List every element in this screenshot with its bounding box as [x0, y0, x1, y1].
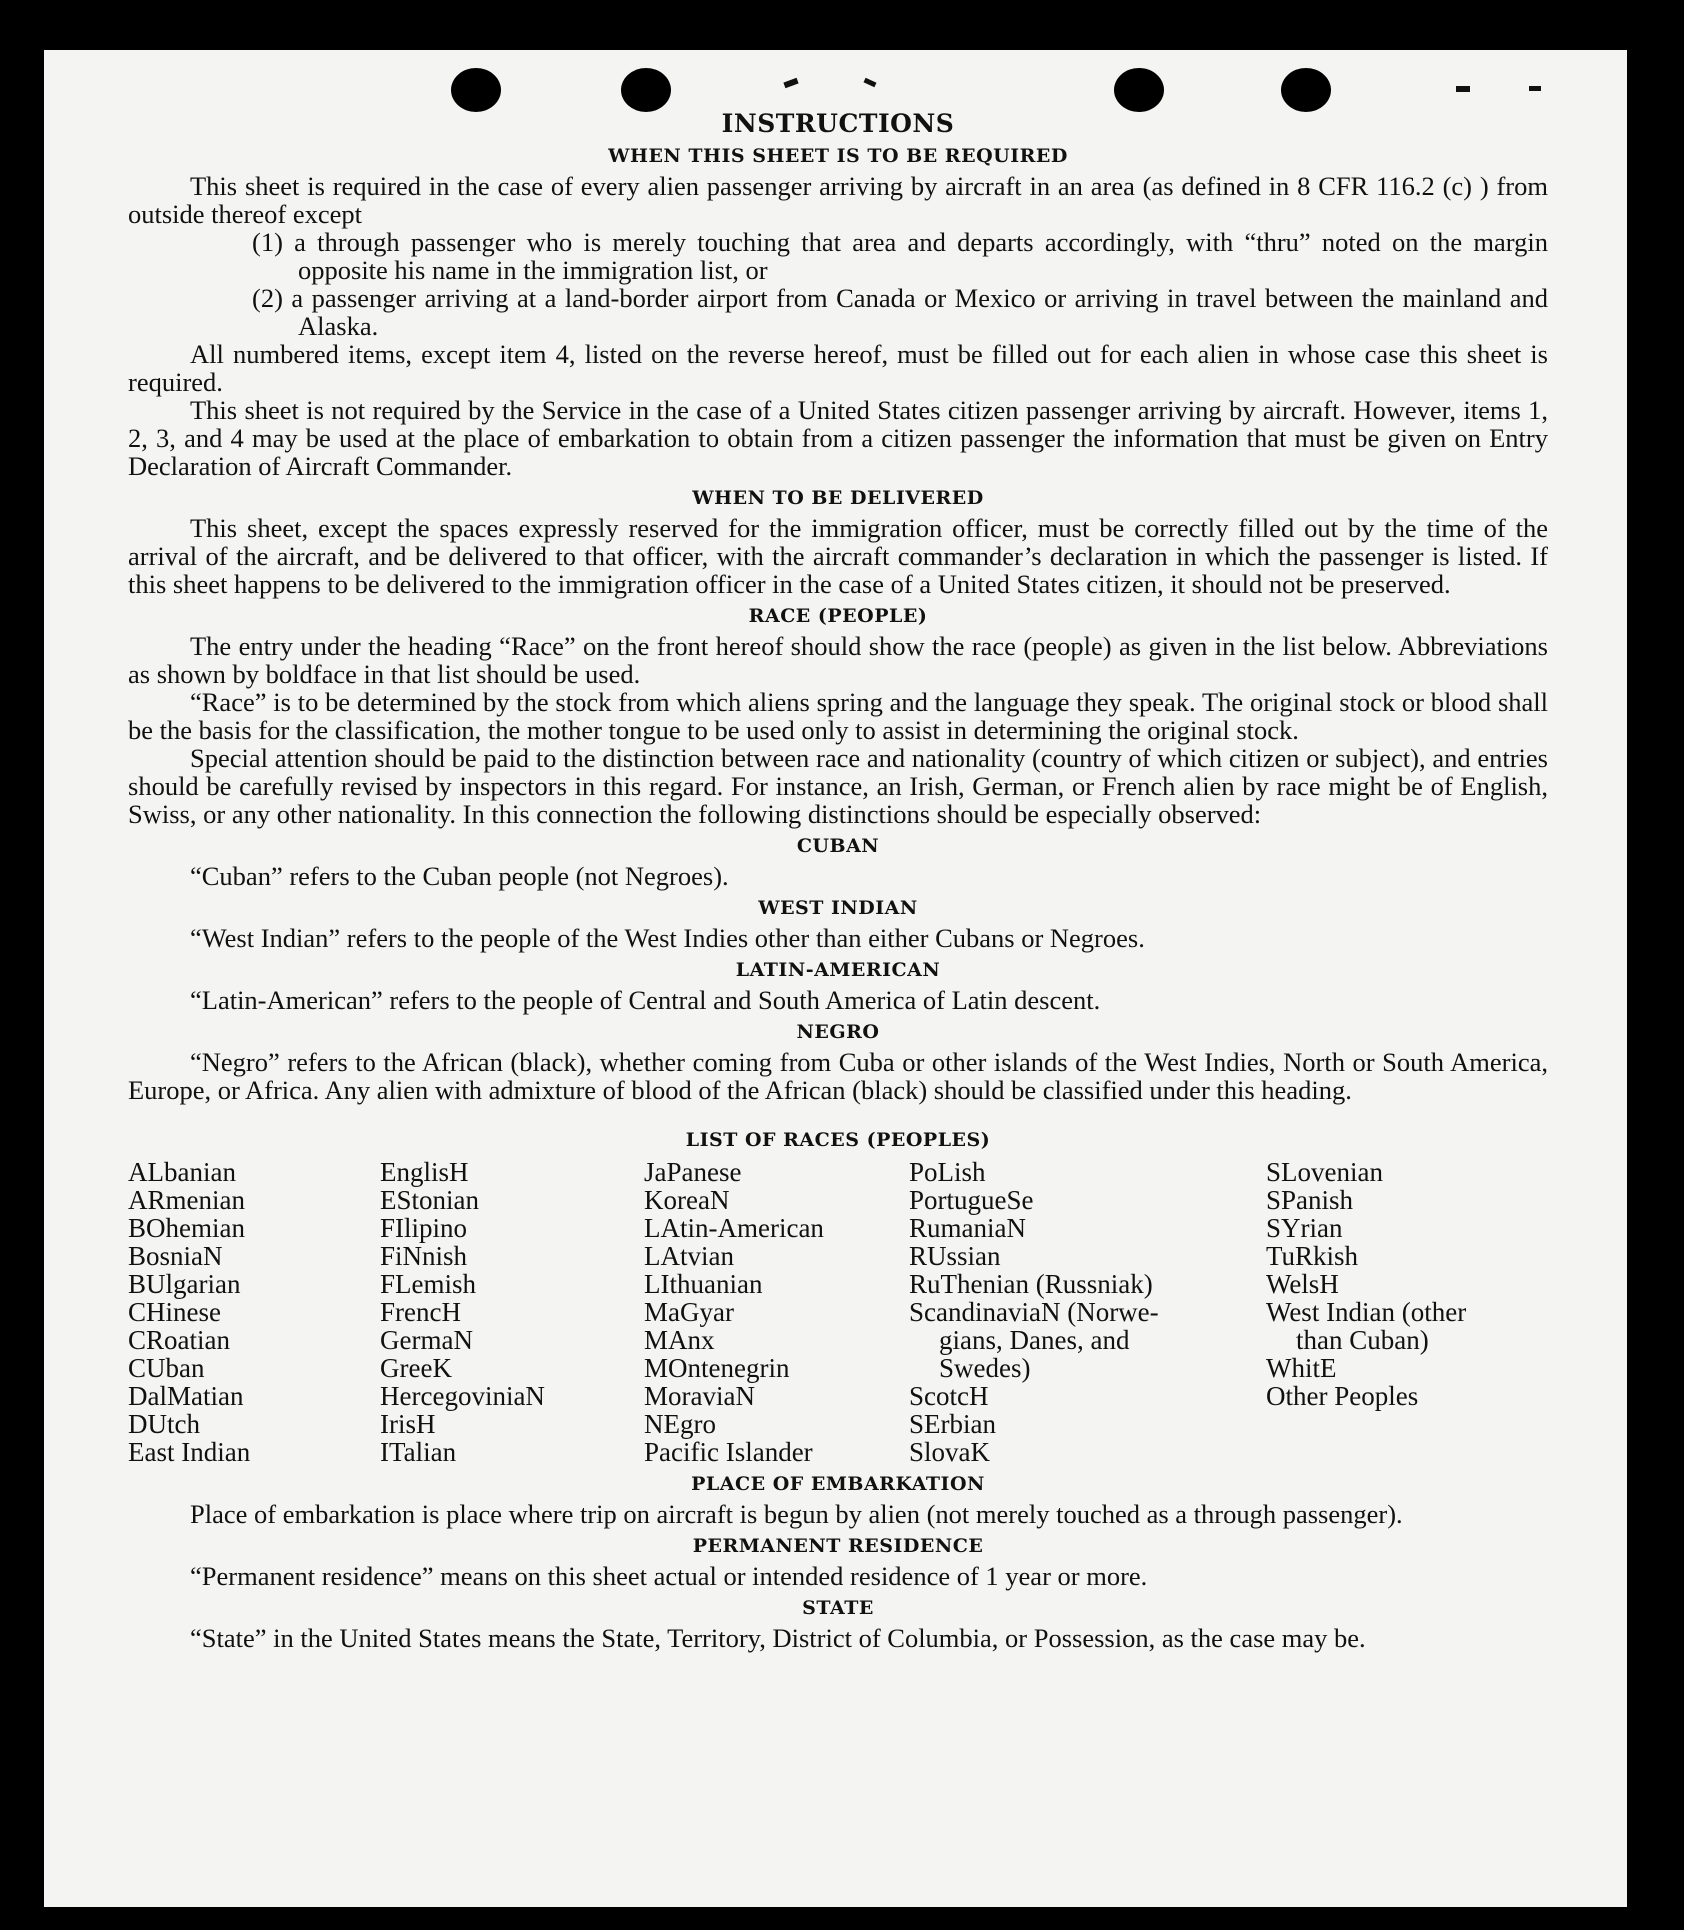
race-item: BUlgarian [128, 1269, 241, 1299]
race-item: HercegoviniaN [380, 1381, 545, 1411]
race-item: Swedes) [939, 1353, 1031, 1383]
races-column [380, 1158, 644, 1466]
paragraph: “State” in the United States means the State, Territory, District of Columbia, or Possession, as the case may be. [190, 1623, 1366, 1653]
punch-hole [451, 68, 501, 112]
race-item: RUssian [909, 1241, 1001, 1271]
section-heading: LATIN-AMERICAN [735, 959, 941, 981]
race-item: CRoatian [128, 1325, 230, 1355]
section-heading: PLACE OF EMBARKATION [691, 1473, 985, 1495]
race-item: SlovaK [909, 1437, 990, 1467]
race-item: BosniaN [128, 1241, 223, 1271]
paragraph: “West Indian” refers to the people of the West Indies other than either Cubans or Negroes. [190, 923, 1145, 953]
section-heading: PERMANENT RESIDENCE [692, 1535, 984, 1557]
race-item: Other Peoples [1266, 1381, 1419, 1411]
paragraph: “Latin-American” refers to the people of Central and South America of Latin descent. [190, 985, 1101, 1015]
paragraph: This sheet is required in the case of every alien passenger arriving by aircraft in an area (as defined in 8 CFR 116.2 (c) ) from outside thereof except [128, 171, 1548, 229]
race-item: EStonian [380, 1185, 479, 1215]
race-item: LIthuanian [644, 1269, 763, 1299]
section-heading: STATE [802, 1597, 874, 1619]
race-item: ScandinaviaN (Norwe- [909, 1297, 1159, 1327]
race-item: ITalian [380, 1437, 457, 1467]
section-heading: WHEN TO BE DELIVERED [692, 487, 984, 509]
race-item: GermaN [380, 1325, 473, 1355]
race-item: ScotcH [909, 1381, 989, 1411]
paragraph: This sheet, except the spaces expressly reserved for the immigration officer, must be correctly filled out by the time of the arrival of the aircraft, and be delivered to that officer, with the aircraft commander’s declaration in which the passenger is listed. If this sheet happens to be delivered to the immigration officer in the case of a United States citizen, it should not be preserved. [128, 513, 1548, 599]
race-item: WelsH [1266, 1269, 1339, 1299]
race-item: MoraviaN [644, 1381, 755, 1411]
race-item: LAtvian [644, 1241, 734, 1271]
race-item: TuRkish [1266, 1241, 1359, 1271]
race-item: PoLish [909, 1157, 986, 1187]
ink-mark [783, 78, 798, 88]
race-item: RuThenian (Russniak) [909, 1269, 1153, 1299]
race-item: PortugueSe [909, 1185, 1034, 1215]
punch-hole [1281, 68, 1331, 112]
section-heading: CUBAN [796, 835, 880, 857]
race-item: FrencH [380, 1297, 461, 1327]
race-item: RumaniaN [909, 1213, 1026, 1243]
page-title: INSTRUCTIONS [721, 109, 955, 138]
paragraph: Special attention should be paid to the distinction between race and nationality (country of which citizen or subject), and entries should be carefully revised by inspectors in this regard. For instance, an Irish, German, or French alien by race might be of English, Swiss, or any other nationality. In this connection the following distinctions should be especially observed: [128, 743, 1548, 829]
section-heading: LIST OF RACES (PEOPLES) [685, 1129, 991, 1151]
races-column [909, 1158, 1266, 1466]
list-item: (1) a through passenger who is merely touching that area and departs accordingly, with “thru” noted on the margin opposite his name in the immigration list, or [252, 227, 1548, 285]
paragraph: Place of embarkation is place where trip on aircraft is begun by alien (not merely touched as a through passenger). [190, 1499, 1403, 1529]
race-item: East Indian [128, 1437, 251, 1467]
race-item: JaPanese [644, 1157, 742, 1187]
race-item: ARmenian [128, 1185, 245, 1215]
punch-hole [1114, 68, 1164, 112]
race-item: KoreaN [644, 1185, 730, 1215]
race-item: CUban [128, 1353, 205, 1383]
race-item: Pacific Islander [644, 1437, 813, 1467]
race-item: CHinese [128, 1297, 221, 1327]
paragraph: This sheet is not required by the Service in the case of a United States citizen passenger arriving by aircraft. However, items 1, 2, 3, and 4 may be used at the place of embarkation to obtain from a citizen passenger the information that must be given on Entry Declaration of Aircraft Commander. [128, 395, 1548, 481]
race-item: FLemish [380, 1269, 477, 1299]
races-list [128, 1158, 1548, 1466]
race-item: GreeK [380, 1353, 452, 1383]
race-item: WhitE [1266, 1353, 1337, 1383]
race-item: FiNnish [380, 1241, 468, 1271]
race-item: LAtin-American [644, 1213, 824, 1243]
race-item: FIlipino [380, 1213, 468, 1243]
list-item: (2) a passenger arriving at a land-border airport from Canada or Mexico or arriving in travel between the mainland and Alaska. [252, 283, 1548, 341]
race-item: DalMatian [128, 1381, 244, 1411]
race-item: BOhemian [128, 1213, 245, 1243]
race-item: MAnx [644, 1325, 715, 1355]
race-item: gians, Danes, and [939, 1325, 1130, 1355]
race-item: SLovenian [1266, 1157, 1383, 1187]
ink-mark [864, 78, 877, 88]
punch-hole [621, 68, 671, 112]
race-item: DUtch [128, 1409, 200, 1439]
race-item: ALbanian [128, 1157, 236, 1187]
race-item: MaGyar [644, 1297, 734, 1327]
section-heading: RACE (PEOPLE) [748, 605, 928, 627]
paragraph: All numbered items, except item 4, listed on the reverse hereof, must be filled out for each alien in whose case this sheet is required. [128, 339, 1548, 397]
race-item: than Cuban) [1296, 1325, 1429, 1355]
race-item: West Indian (other [1266, 1297, 1467, 1327]
instructions-content [128, 110, 1548, 1652]
paragraph: “Permanent residence” means on this sheet actual or intended residence of 1 year or more. [190, 1561, 1148, 1591]
section-heading: NEGRO [796, 1021, 880, 1043]
paragraph: “Negro” refers to the African (black), whether coming from Cuba or other islands of the West Indies, North or South America, Europe, or Africa. Any alien with admixture of blood of the African (black) should be classified under this heading. [128, 1047, 1548, 1105]
race-item: MOntenegrin [644, 1353, 790, 1383]
ink-mark [1529, 86, 1541, 91]
section-heading: WHEN THIS SHEET IS TO BE REQUIRED [608, 145, 1068, 167]
race-item: NEgro [644, 1409, 716, 1439]
paragraph: “Cuban” refers to the Cuban people (not Negroes). [190, 861, 729, 891]
paragraph: “Race” is to be determined by the stock from which aliens spring and the language they speak. The original stock or blood shall be the basis for the classification, the mother tongue to be used only to assist in determining the original stock. [128, 687, 1548, 745]
ink-mark [1456, 86, 1470, 92]
race-item: IrisH [380, 1409, 436, 1439]
races-column [1266, 1158, 1536, 1466]
race-item: SErbian [909, 1409, 996, 1439]
races-column [128, 1158, 380, 1466]
race-item: SPanish [1266, 1185, 1354, 1215]
section-heading: WEST INDIAN [758, 897, 918, 919]
race-item: SYrian [1266, 1213, 1343, 1243]
document-sheet [44, 50, 1627, 1907]
paragraph: The entry under the heading “Race” on the front hereof should show the race (people) as given in the list below. Abbreviations as shown by boldface in that list should be used. [128, 631, 1548, 689]
race-item: EnglisH [380, 1157, 469, 1187]
races-column [644, 1158, 909, 1466]
